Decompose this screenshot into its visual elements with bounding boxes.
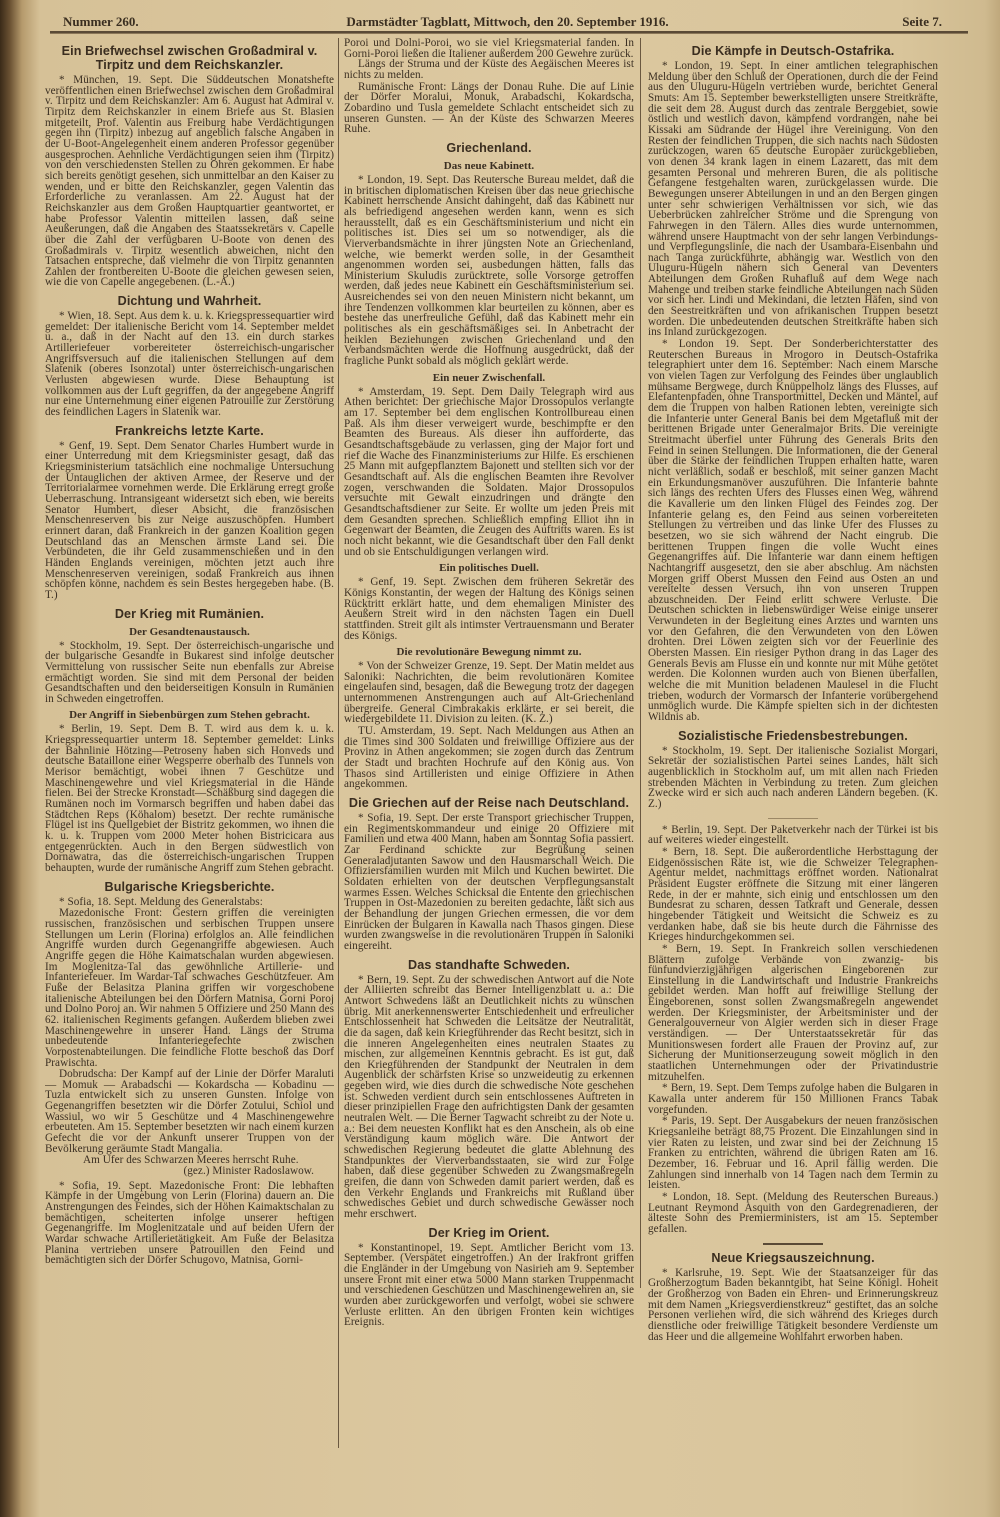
article-headline: Frankreichs letzte Karte. <box>115 423 264 438</box>
article-headline: Die Griechen auf der Reise nach Deutschland. <box>348 796 630 811</box>
article-paragraph: * Bern, 19. Sept. In Frankreich sollen verschiedenen Blättern zufolge Verbände von zwanzig- bis fünfundvierzigjährigen algerischen Eingeborenen zur Einstellung in die Landwirtschaft und Industrie Frankreichs gebildet werden. Man hofft auf freiwillige Stellung der Eingeborenen, sonst sollen Zwangsmaßregeln angewendet werden. Der Kriegsminister, der Arbeitsminister und der Generalgouverneur von Algier werden sich in dieser Frage verständigen. — Der Unterstaatssekretär für das Munitionswesen fordert alle Frauen der Provinz auf, zur Sicherung der Munitionserzeugung soweit möglich in den staatlichen Unternehmungen oder der Privatindustrie mitzuhelfen. <box>648 942 938 1083</box>
article-paragraph: * Stockholm, 19. Sept. Der italienische Sozialist Morgari, Sekretär der sozialistischen Partei seines Landes, hält sich augenblicklich in Stockholm auf, um mit allen nach Frieden strebenden Mächten in Verbindung zu treten. Zum gleichen Zwecke wird er sich auch nach anderen Ländern begeben. (K. Z.) <box>648 744 938 810</box>
article-paragraph: * Berlin, 19. Sept. Der Paketverkehr nach der Türkei ist bis auf weiteres wieder eingestellt. <box>648 823 938 847</box>
article-headline: Neue Kriegsauszeichnung. <box>711 1250 875 1265</box>
article-paragraph-continued: Poroi und Dolni-Poroi, wo sie viel Kriegsmaterial fanden. In Gorni-Poroi ließen die Italiener außerdem 200 Gewehre zurück. <box>344 38 634 60</box>
article-paragraph: Rumänische Front: Längs der Donau Ruhe. Die auf Linie der Dörfer Moralui, Monuk, Arabadschi, Kokardscha, Zobardino und Tusla gemeldete Schlacht entscheidet sich zu unseren Gunsten. — An der Küste des Schwarzen Meeres Ruhe. <box>344 80 634 136</box>
article-paragraph: * Wien, 18. Sept. Aus dem k. u. k. Kriegspressequartier wird gemeldet: Der italienische Bericht vom 14. September meldet u. a., daß in der Nacht auf den 13. ein durch starkes Artilleriefeuer vorbereiteter österreichisch-ungarischer Angriffsversuch auf die italienischen Stellungen auf dem Slatenik (oberes Isonzotal) unter österreichisch-ungarischen Verlusten abgewiesen wurde. Diese Behauptung ist vollkommen aus der Luft gegriffen, da der angegebene Angriff nur eine Unternehmung einer eigenen Patrouille zur Zerstörung des feindlichen Lagers in Slatenik war. <box>45 310 334 419</box>
article-headline: Die Kämpfe in Deutsch-Ostafrika. <box>691 44 895 58</box>
masthead <box>55 12 960 32</box>
article-paragraph: TU. Amsterdam, 19. Sept. Nach Meldungen aus Athen an die Times sind 300 Soldaten und freiwillige Offiziere aus der Provinz in Athen angekommen; sie zogen durch das Zentrum der Stadt und brachten Hochrufe auf den König aus. Von Thasos sind Artilleristen und einige Offiziere in Athen angekommen. <box>344 725 634 791</box>
article-paragraph: * Genf, 19. Sept. Zwischen dem früheren Sekretär des Königs Konstantin, der wegen der Haltung des Königs seinen Rücktritt erklärt hatte, und dem ehemaligen Minister des Aeußern Streit wird in den nächsten Tagen ein Duell stattfinden. Streit gilt als intimster Vertrauensmann und Berater des Königs. <box>344 576 634 642</box>
article-paragraph: * Berlin, 19. Sept. Dem B. T. wird aus dem k. u. k. Kriegspressequartier unterm 18. September gemeldet: Links der Bahnlinie Hötzing—Petroseny haben sich Honveds und deutsche Bataillone einer Wegsperre oberhalb des Tunnels von Merisor bemächtigt, wobei ihnen 7 Geschütze und Maschinengewehre und viel Kriegsmaterial in die Hände fielen. Bei der Strecke Kronstadt—Schäßburg sind dagegen die Rumänen noch im Vormarsch begriffen und haben dabei das Städtchen Reps (Köhalom) besetzt. Der rechte rumänische Flügel ist ins Quellgebiet der Bistritz gekommen, wo ihnen die k. u. k. Truppen vom 2000 Meter hohen Bistricicara aus entgegenrückten. Auch in den Bergen südwestlich von Dornawatra, das die österreichisch-ungarischen Truppen behaupten, wurde der rumänische Angriff zum Stehen gebracht. <box>45 723 334 874</box>
article-paragraph: * Bern, 19. Sept. Zu der schwedischen Antwort auf die Note der Alliierten schreibt das Berner Intelligenzblatt u. a.: Die Antwort Schwedens läßt an Deutlichkeit nichts zu wünschen übrig. Mit anerkennenswerter Entschiedenheit und erfreulicher Entschlossenheit hat Schweden die Leitsätze der Neutralität, die da sagen, daß kein Kriegführender das Recht besitzt, sich in die inneren Angelegenheiten eines neutralen Staates zu mischen, zur allgemeinen Kenntnis gebracht. Es ist gut, daß den Kriegführenden der Standpunkt der Neutralen in dem Augenblick der schärfsten Krise so unzweideutig zu erkennen gegeben wird, wie dies durch die schwedische Note geschehen ist. Schweden verdient durch sein entschlossenes Auftreten in dieser prinzipiellen Frage den aufrichtigsten Dank der gesamten neutralen Welt. — Die Berner Tagwacht schreibt zu der Note u. a.: Bei dem neuesten Konflikt hat es den Anschein, als ob eine Verständigung kaum möglich wäre. Die Antwort der schwedischen Regierung bedeutet die glatte Ablehnung des Standpunktes der Vierverbandsstaaten, sie wird zur Folge haben, daß diese gegenüber Schweden zu Zwangsmaßregeln greifen, die dann von Schweden damit pariert werden, daß es den Verkehr Englands und Frankreichs mit Rußland über schwedisches Gebiet und durch schwedische Gewässer noch mehr erschwert. <box>344 973 634 1220</box>
section-rule <box>768 818 818 819</box>
article-paragraph: * London 19. Sept. Der Sonderberichterstatter des Reuterschen Bureaus in Mrogoro in Deutsch-Ostafrika telegraphiert unter dem 16. September: Nach einem Marsche von vielen Tagen zur Verfolgung des Feindes über unglaublich mühsame Bergwege, durch Knüppelholz längs des Flusses, auf Elefantenpfaden, ohne Transportmittel, Decken und Mäntel, auf dem die Truppen von halben Rationen lebten, vereinigte sich die Infanterie unter General Banis bei dem Mgetafluß mit der berittenen Brigade unter Generalmajor Brits. Die vereinigte Streitmacht überfiel unter Führung des Generals Brits den Feind in seinen Stellungen. Die Informationen, die der General über die Stärke der feindlichen Truppen erhalten hatte, waren nicht verläßlich, sodaß er beschloß, mit seiner ganzen Macht ein Erkundungsmanöver auszuführen. Die Infanterie bahnte sich längs des rechten Ufers des Flusses einen Weg, während die Kavallerie um den linken Flügel des Feindes zog. Der Infanterie gelang es, den Feind aus seinen vorbereiteten Stellungen zu vertreiben und das linke Ufer des Flusses zu besetzen, wo sie sich während der Nacht eingrub. Die berittenen Truppen fingen die volle Wucht eines Gegenangriffes auf. Die Infanterie war dann einem heftigen Nachtangriff ausgesetzt, den sie aber abschlug. Am nächsten Morgen griff Oberst Mussen den Feind aus Osten an und vereitelte dessen Versuch, ihn von unseren Truppen abzuschneiden. Der Feind erlitt schwere Verluste. Die Deutschen schickten in liebenswürdiger Weise einige unserer Verwundeten in der Begleitung eines Arztes und warnten uns vor den Gefahren, die den Verwundeten von den Löwen drohten. Drei Löwen zeigten sich vor der Feuerlinie des Obersten Massen. Ein riesiger Python drang in das Lager des Generals Bevis am Flusse ein und konnte nur mit Mühe getötet werden. Die Kolonnen wurden auch von Bienen überfallen, welche die mit Munition beladenen Maulesel in die Flucht trieben, wodurch der Vormarsch der Infanterie vorübergehend unmöglich wurde. Die Kämpfe spielten sich in der dichtesten Wildnis ab. <box>648 338 938 724</box>
article-subheadline: Der Gesandtenaustausch. <box>129 625 250 638</box>
article-subheadline: Die revolutionäre Bewegung nimmt zu. <box>396 646 582 659</box>
column-2 <box>344 38 634 1462</box>
article-headline: Sozialistische Friedensbestrebungen. <box>678 728 908 743</box>
article-headline: Bulgarische Kriegsberichte. <box>104 879 275 894</box>
article-paragraph: * Stockholm, 19. Sept. Der österreichisch-ungarische und der bulgarische Gesandte in Bukarest sind infolge deutscher Vermittelung von russischer Seite nun ebenfalls zur Abreise ermächtigt worden. Sie sind mit dem Personal der beiden Gesandtschaften und den beiderseitigen Konsuln in Rumänien in Schweden eingetroffen. <box>45 639 334 705</box>
article-paragraph: * Karlsruhe, 19. Sept. Wie der Staatsanzeiger für das Großherzogtum Baden bekanntgibt, hat Seine Königl. Hoheit der Großherzog von Baden ein Ehren- und Erinnerungskreuz mit dem Namen „Kriegsverdienstkreuz“ gestiftet, das an solche Personen verliehen wird, die sich während des Krieges durch dienstliche oder freiwillige Tätigkeit besondere Verdienste um das Heer und die allgemeine Wohlfahrt erworben haben. <box>648 1266 938 1343</box>
article-paragraph: * Sofia, 19. Sept. Der erste Transport griechischer Truppen, ein Regimentskommandeur und einige 20 Offiziere mit Familien und etwa 400 Mann, haben am Sonntag Sofia passiert. Zar Ferdinand schickte zur Begrüßung seinen Generaladjutanten Sawow und den Hausmarschall Weich. Die Offiziersfamilien wurden mit Milch und Kuchen bewirtet. Die Soldaten erhielten von der deutschen Verpflegungsanstalt warmes Essen. Welches Schicksal die Entente den griechischen Truppen in Ost-Mazedonien zu bereiten gedachte, läßt sich aus der Behandlung der jungen Griechen ermessen, die vor dem Einrücken der Bulgaren in Kawalla nach Thasos gingen. Diese wurden zwangsweise in die revolutionären Truppen in Saloniki eingereiht. <box>344 812 634 952</box>
article-paragraph: * London, 19. Sept. Das Reutersche Bureau meldet, daß die in britischen diplomatischen Kreisen über das neue griechische Kabinett herrschende Ansicht dahingeht, daß das Kabinett nur als befriedigend angesehen werden kann, wenn es sich herausstellt, daß es ein Geschäftsministerium und nicht ein politisches ist. Dies sei um so notwendiger, als die Vierverbandsmächte in ihrer jüngsten Note an Griechenland, welche, wie bemerkt werden solle, in der Gesamtheit angenommen worden sei, ausbedungen hätten, falls das Ministerium Skuludis zurücktrete, solle Vorsorge getroffen werden, daß jedes neue Kabinett ein Geschäftsministerium sei. Ausreichendes sei von den neuen Ministern nicht bekannt, um ihre Tendenzen vollkommen klar beurteilen zu können, aber es bestehe das unerfreuliche Gefühl, daß das Kabinett mehr ein politisches als ein geschäftsmäßiges sei. In Anbetracht der heiklen Beziehungen zwischen Griechenland und den Verbandsmächten werde die Hoffnung ausgedrückt, daß der fragliche Punkt sobald als möglich geklärt werde. <box>344 173 634 368</box>
article-paragraph: * London, 18. Sept. (Meldung des Reuterschen Bureaus.) Leutnant Reymond Asquith von den Gardegrenadieren, der älteste Sohn des Premierministers, ist am 15. September gefallen. <box>648 1190 938 1235</box>
column-divider <box>338 38 339 1448</box>
newspaper-title-date: Darmstädter Tagblatt, Mittwoch, den 20. September 1916. <box>346 14 669 29</box>
article-paragraph: Am Ufer des Schwarzen Meeres herrscht Ruhe. <box>83 1154 299 1167</box>
article-paragraph: * Paris, 19. Sept. Der Ausgabekurs der neuen französischen Kriegsanleihe beträgt 88,75 Prozent. Die Einzahlungen sind in vier Raten zu leisten, und zwar sind bei der Zeichnung 15 Franken zu entrichten, während die übrigen Raten am 16. Dezember, 16. Februar und 16. April fällig werden. Die Zahlungen sind innerhalb von 14 Tagen nach dem Termin zu leisten. <box>648 1115 938 1192</box>
page-number: Seite 7. <box>902 14 942 29</box>
article-paragraph: * Sofia, 18. Sept. Meldung des Generalstabs: <box>59 895 263 908</box>
article-headline: Dichtung und Wahrheit. <box>117 294 262 309</box>
column-3 <box>648 38 938 1462</box>
article-paragraph: * Sofia, 19. Sept. Mazedonische Front: Die lebhaften Kämpfe in der Umgebung von Lerin (Florina) dauern an. Die Anstrengungen des Feindes, sich der Höhen Kaimaktschalan zu bemächtigen, scheiterten infolge unserer heftigen Gegenangriffe. Im Moglenitzatale und auf beiden Ufern der Wardar schwache Artillerietätigkeit. Am Fuße der Belasitza Planina vertrieben unsere Patrouillen den Feind und bemächtigten sich der Dörfer Schugovo, Matnisa, Gorni- <box>45 1179 334 1267</box>
article-paragraph: Längs der Struma und der Küste des Aegäischen Meeres ist nichts zu melden. <box>344 58 634 81</box>
article-paragraph: * München, 19. Sept. Die Süddeutschen Monatshefte veröffentlichen einen Briefwechsel zwischen dem Großadmiral v. Tirpitz und dem Reichskanzler: Am 6. August hat Admiral v. Tirpitz dem Reichskanzler in einem Briefe aus St. Blasien mitgeteilt, Prof. Valentin aus Freiburg habe Verdächtigungen gegen ihn (Tirpitz) inbezug auf angeblich falsche Angaben in der U-Boot-Angelegenheit einem anderen Professor gegenüber ausgesprochen. Aehnliche Verdächtigungen seien ihm (Tirpitz) von den verschiedensten Stellen zu Ohren gekommen. Er habe sich bereits genötigt gesehen, sich unmittelbar an den Kaiser zu wenden, und er bitte den Reichskanzler, gegen Valentin das Erforderliche zu veranlassen. Am 22. August hat der Reichskanzler aus dem Großen Hauptquartier geantwortet, er habe Professor Valentin mitteilen lassen, daß seine Aeußerungen, daß die Angaben des Staatssekretärs v. Capelle über die Zahl der verfügbaren U-Boote von denen des Großadmirals v. Tirpitz wesentlich abweichen, nicht den Tatsachen entspreche, daß vielmehr die von Tirpitz genannten Zahlen der frontbereiten U-Boote die gleichen gewesen seien, wie die von Capelle angegebenen. (L.-A.) <box>45 74 334 289</box>
issue-number: Nummer 260. <box>63 14 139 29</box>
article-paragraph: * Konstantinopel, 19. Sept. Amtlicher Bericht vom 13. September. (Verspätet eingetroffen.) An der Irakfront griffen die Engländer in der Umgebung von Nasirieh am 9. September unsere Front mit einer etwa 5000 Mann starken Truppenmacht und verschiedenen Geschützen und Maschinengewehren an, sie wurden aber zurückgeworfen und verfolgt, wobei sie schwere Verluste erlitten. An den übrigen Fronten kein wichtiges Ereignis. <box>344 1241 634 1329</box>
article-paragraph: * London, 19. Sept. In einer amtlichen telegraphischen Meldung über den Schluß der Operationen, durch die der Feind aus den Uluguru-Hügeln vertrieben wurde, berichtet General Smuts: Am 15. September bewerkstelligten unsere Streitkräfte, die seit dem 28. August durch das zentrale Berggebiet, sowie östlich und westlich davon, kämpfend vordrangen, nahe bei Kissaki am Südrande der Hügel ihre Vereinigung. Von den Resten der feindlichen Truppen, die sich nachts nach Südosten zurückzogen, waren 65 deutsche Europäer zurückgeblieben, von denen 34 krank lagen in einem Lazarett, das mit dem gesamten Personal und mehreren Buren, die als politische Gefangene festgehalten waren, zurückgelassen wurde. Die Bewegungen unserer Abteilungen in und an den Bergen gingen unter sehr schwierigen Verhältnissen vor sich, wie das Ueberbrücken zahlreicher Ströme und die Sprengung von Fahrwegen in den Tälern. Alles dies wurde unternommen, während unsere Hauptmacht von der sehr langen Verbindungs- und Verpflegungslinie, die nach der Usambara-Eisenbahn und nach Tanga zurückführte, abhängig war. Westlich von den Uluguru-Hügeln nähern sich General van Deventers Abteilungen dem Großen Ruhafluß auf dem Wege nach Mahenge und treiben starke feindliche Abteilungen nach Süden vor sich her. Lindi und Mekindani, die letzten Häfen, sind von den Seestreitkräften und von afrikanischen Truppen besetzt worden. Die unbedeutenden deutschen Streitkräfte haben sich ins Inland zurückgezogen. <box>648 60 938 339</box>
article-paragraph: * Amsterdam, 19. Sept. Dem Daily Telegraph wird aus Athen berichtet: Der griechische Major Drossopulos verlangte am 17. September bei dem englischen Kontrollbureau einen Paß. Als ihm dieser verweigert wurde, beschimpfte er den Beamten des Bureaus. Als dieser ihn aufforderte, das Gesandtschaftsgebäude zu verlassen, ging der Major fort und rief die Wache des Finanzministeriums zur Hilfe. Es erschienen 25 Mann mit aufgepflanztem Bajonett und stellten sich vor der Gesandtschaft auf. Als die englischen Beamten ihre Revolver zogen, verschwanden die Soldaten. Major Drossopulos versuchte mit Gewalt einzudringen und drängte den Gesandtschaftsdiener zur Seite. Er wollte um jeden Preis mit dem Gesandten sprechen. Schließlich empfing Elliot ihn in Gegenwart der Beamten, die Zeugen des Auftritts waren. Es ist noch nicht bekannt, wie die Gesandtschaft über den Fall denkt und ob sie Entschuldigungen verlangen wird. <box>344 385 634 558</box>
article-paragraph: * Bern, 18. Sept. Die außerordentliche Herbsttagung der Eidgenössischen Räte ist, wie die Schweizer Telegraphen-Agentur meldet, nachmittags eröffnet worden. Nationalrat Präsident Eugster eröffnete die Sitzung mit einer längeren Rede, in der er mahnte, sich einig und entschlossen um den Bundesrat zu scharen, dessen Tatkraft und Generale, dessen hingebender Tätigkeit und Weitsicht die Schweiz es zu verdanken habe, daß sie bis heute durch die Fährnisse des Krieges hindurchgekommen sei. <box>648 845 938 944</box>
article-headline: Der Krieg im Orient. <box>428 1225 550 1240</box>
article-subheadline: Der Angriff in Siebenbürgen zum Stehen gebracht. <box>69 709 310 722</box>
article-paragraph: * Bern, 19. Sept. Dem Temps zufolge haben die Bulgaren in Kawalla unter anderem für 150 Millionen Francs Tabak vorgefunden. <box>648 1082 938 1116</box>
article-headline: Griechenland. <box>446 140 532 155</box>
section-rule <box>763 1243 823 1245</box>
article-subheadline: Ein neuer Zwischenfall. <box>432 371 546 384</box>
masthead-rule <box>50 31 968 34</box>
article-signature: (gez.) Minister Radoslawow. <box>183 1165 314 1178</box>
article-headline: Ein Briefwechsel zwischen Großadmiral v. Tirpitz und dem Reichskanzler. <box>61 44 318 72</box>
article-paragraph: Dobrudscha: Der Kampf auf der Linie der Dörfer Maraluti — Momuk — Arabadschi — Kokardscha — Kobadinu — Tuzla entwickelt sich zu unseren Gunsten. Infolge von Gegenangriffen besetzten wir die Dörfer Zotului, Schiol und Wassiul, wo wir 5 Geschütze und 4 Maschinengewehre erbeuteten. Am 15. September besetzten wir nach einem kurzen Gefecht die vor der Ankunft unserer Truppen von der Bevölkerung geräumte Stadt Mangalia. <box>45 1068 334 1155</box>
article-paragraph: Mazedonische Front: Gestern griffen die vereinigten russischen, französischen und serbischen Truppen unsere Stellungen um Lerin (Florina) erfolglos an. Alle feindlichen Angriffe wurden durch Gegenangriffe abgewiesen. Auch Angriffe gegen die Höhe Kaimatschalan wurden abgewiesen. Im Moglenitza-Tal das gewöhnliche Artillerie- und Infanteriefeuer. Im Wardar-Tal schwaches Geschützfeuer. Am Fuße der Belasitza Planina griffen wir vorgeschobene italienische Abteilungen bei den Dörfern Matnisa, Gorni Poroj und Dolno Poroj an. Wir nahmen 5 Offiziere und 250 Mann des 62. italienischen Regiments gefangen. Außerdem blieben zwei Maschinengewehre in unserer Hand. Längs der Struma unbedeutende Infanteriegefechte zwischen Vorpostenabteilungen. Die feindliche Flotte beschoß das Dorf Prawischta. <box>45 907 334 1069</box>
article-headline: Der Krieg mit Rumänien. <box>114 606 265 621</box>
article-subheadline: Das neue Kabinett. <box>443 159 535 172</box>
article-subheadline: Ein politisches Duell. <box>439 562 539 575</box>
article-paragraph: * Genf, 19. Sept. Dem Senator Charles Humbert wurde in einer Unterredung mit dem Kriegsminister gesagt, daß das Kriegsministerium tatsächlich eine nochmalige Untersuchung der Untauglichen der aktiven Armee, der Reserve und der Territorialarmee vornehmen werde. Die Erklärung erregt große Ueberraschung. Intransigeant widersetzt sich eben, wie bereits Senator Humbert, dieser Absicht, die französischen Menschenreserven bis zur Neige auszuschöpfen. Humbert erinnert daran, daß Frankreich in der ganzen Koalition gegen Deutschland das an Menschen ärmste Land sei. Die Verbündeten, die ihr Geld zusammenschießen und in den Händen Englands vereinigen, möchten jetzt auch ihre Menschenreserven vereinigen, sodaß Frankreich aus ihnen schöpfen könne, nachdem es sein Bestes hergegeben habe. (B. T.) <box>45 439 334 601</box>
article-paragraph: * Von der Schweizer Grenze, 19. Sept. Der Matin meldet aus Saloniki: Nachrichten, die beim revolutionären Komitee eingelaufen sind, besagen, daß die Bewegung trotz der dagegen unternommenen Anstrengungen auch auf Alt-Griechenland übergreife. General Cimbrakakis erklärte, er sei bereit, die wiedergebildete 11. Division zu leiten. (K. Z.) <box>344 660 634 726</box>
column-1 <box>45 38 334 1462</box>
article-headline: Das standhafte Schweden. <box>408 957 570 972</box>
column-divider <box>640 38 641 1288</box>
